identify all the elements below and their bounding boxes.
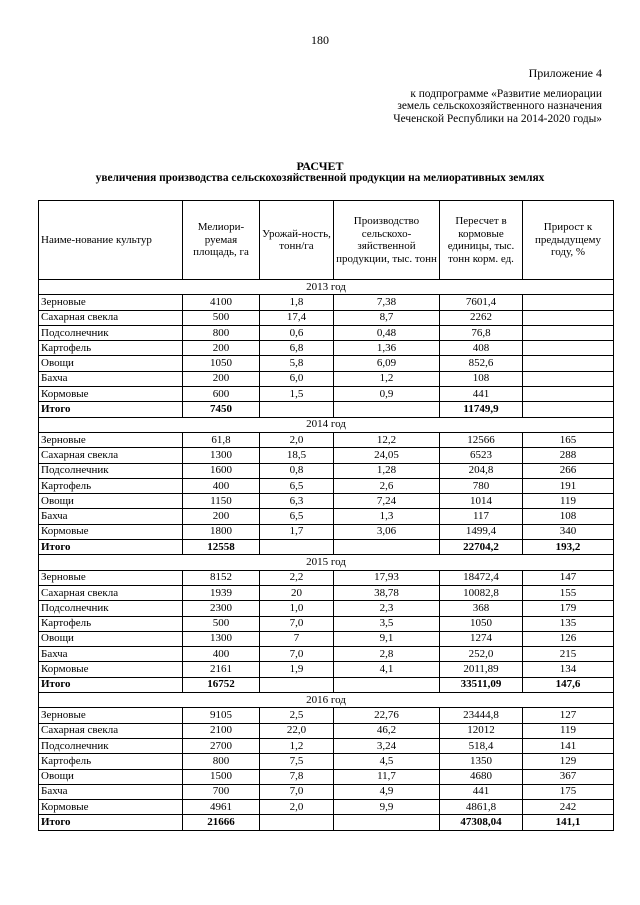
cell-production: 4,9 [334, 784, 440, 799]
total-cell-crop-name: Итого [39, 815, 183, 830]
table-row [39, 616, 614, 631]
table-row [39, 601, 614, 616]
cell-production: 11,7 [334, 769, 440, 784]
total-row [39, 402, 614, 417]
cell-growth: 119 [523, 723, 614, 738]
cell-growth: 135 [523, 616, 614, 631]
total-cell-production [334, 540, 440, 555]
cell-feed-units: 441 [440, 387, 523, 402]
table-row [39, 723, 614, 738]
cell-growth [523, 325, 614, 340]
cell-crop-name: Овощи [39, 631, 183, 646]
cell-crop-name: Овощи [39, 356, 183, 371]
total-cell-growth [523, 402, 614, 417]
cell-production: 2,8 [334, 647, 440, 662]
cell-yield: 1,8 [260, 295, 334, 310]
cell-feed-units: 12012 [440, 723, 523, 738]
cell-yield: 7,5 [260, 754, 334, 769]
cell-feed-units: 4680 [440, 769, 523, 784]
cell-yield: 20 [260, 585, 334, 600]
cell-growth [523, 341, 614, 356]
cell-yield: 1,9 [260, 662, 334, 677]
cell-growth: 155 [523, 585, 614, 600]
total-cell-growth: 193,2 [523, 540, 614, 555]
cell-feed-units: 518,4 [440, 738, 523, 753]
total-cell-area: 7450 [183, 402, 260, 417]
table-row [39, 463, 614, 478]
cell-production: 1,36 [334, 341, 440, 356]
cell-crop-name: Кормовые [39, 524, 183, 539]
calculation-subtitle: увеличения производства сельскохозяйственной продукции на мелиоративных землях [95, 172, 545, 184]
cell-yield: 6,5 [260, 478, 334, 493]
cell-growth: 288 [523, 448, 614, 463]
total-cell-area: 21666 [183, 815, 260, 830]
cell-yield: 2,0 [260, 800, 334, 815]
cell-production: 3,06 [334, 524, 440, 539]
cell-crop-name: Бахча [39, 371, 183, 386]
cell-growth: 127 [523, 708, 614, 723]
cell-crop-name: Кормовые [39, 800, 183, 815]
year-label: 2016 год [39, 693, 614, 708]
total-cell-feed-units: 33511,09 [440, 677, 523, 692]
cell-yield: 7 [260, 631, 334, 646]
cell-area: 500 [183, 616, 260, 631]
cell-crop-name: Бахча [39, 509, 183, 524]
cell-area: 800 [183, 325, 260, 340]
header-crop-name: Наиме-нование культур [39, 201, 183, 280]
subprogram-line: Чеченской Республики на 2014-2020 годы» [393, 112, 602, 125]
cell-growth [523, 295, 614, 310]
cell-area: 2161 [183, 662, 260, 677]
table-row [39, 662, 614, 677]
cell-area: 1500 [183, 769, 260, 784]
total-cell-area: 16752 [183, 677, 260, 692]
cell-yield: 2,2 [260, 570, 334, 585]
cell-feed-units: 7601,4 [440, 295, 523, 310]
cell-feed-units: 2011,89 [440, 662, 523, 677]
cell-area: 1300 [183, 631, 260, 646]
table-row [39, 769, 614, 784]
year-label: 2013 год [39, 280, 614, 295]
cell-feed-units: 1014 [440, 494, 523, 509]
table-row [39, 371, 614, 386]
cell-area: 1800 [183, 524, 260, 539]
cell-area: 200 [183, 509, 260, 524]
cell-crop-name: Сахарная свекла [39, 723, 183, 738]
cell-crop-name: Кормовые [39, 387, 183, 402]
cell-production: 8,7 [334, 310, 440, 325]
cell-yield: 22,0 [260, 723, 334, 738]
cell-crop-name: Зерновые [39, 295, 183, 310]
header-production: Производство сельскохо-зяйственной продукции, тыс. тонн [334, 201, 440, 280]
cell-yield: 1,7 [260, 524, 334, 539]
cell-production: 9,9 [334, 800, 440, 815]
total-cell-yield [260, 677, 334, 692]
cell-growth [523, 310, 614, 325]
table-row [39, 432, 614, 447]
cell-crop-name: Сахарная свекла [39, 585, 183, 600]
cell-crop-name: Зерновые [39, 570, 183, 585]
cell-production: 3,24 [334, 738, 440, 753]
total-row [39, 677, 614, 692]
cell-growth: 108 [523, 509, 614, 524]
cell-yield: 18,5 [260, 448, 334, 463]
cell-feed-units: 12566 [440, 432, 523, 447]
cell-area: 8152 [183, 570, 260, 585]
header-growth: Прирост к предыдущему году, % [523, 201, 614, 280]
cell-production: 3,5 [334, 616, 440, 631]
cell-area: 2100 [183, 723, 260, 738]
cell-crop-name: Овощи [39, 494, 183, 509]
year-row [39, 280, 614, 295]
cell-production: 17,93 [334, 570, 440, 585]
total-row [39, 540, 614, 555]
cell-crop-name: Сахарная свекла [39, 310, 183, 325]
cell-area: 600 [183, 387, 260, 402]
cell-area: 61,8 [183, 432, 260, 447]
cell-crop-name: Бахча [39, 784, 183, 799]
cell-feed-units: 1050 [440, 616, 523, 631]
cell-area: 200 [183, 371, 260, 386]
cell-feed-units: 780 [440, 478, 523, 493]
table-row [39, 494, 614, 509]
page-number: 180 [311, 33, 329, 47]
cell-production: 24,05 [334, 448, 440, 463]
cell-yield: 6,0 [260, 371, 334, 386]
cell-feed-units: 108 [440, 371, 523, 386]
cell-area: 1050 [183, 356, 260, 371]
table-row [39, 310, 614, 325]
table-row [39, 738, 614, 753]
subprogram-line: к подпрограмме «Развитие мелиорации [410, 88, 602, 100]
table-row [39, 356, 614, 371]
cell-production: 1,2 [334, 371, 440, 386]
cell-production: 4,1 [334, 662, 440, 677]
cell-growth: 179 [523, 601, 614, 616]
cell-production: 1,3 [334, 509, 440, 524]
table-row [39, 341, 614, 356]
cell-growth: 141 [523, 738, 614, 753]
cell-production: 46,2 [334, 723, 440, 738]
total-cell-area: 12558 [183, 540, 260, 555]
year-label: 2014 год [39, 417, 614, 432]
cell-growth: 134 [523, 662, 614, 677]
cell-growth: 367 [523, 769, 614, 784]
table-row [39, 754, 614, 769]
cell-growth [523, 387, 614, 402]
cell-crop-name: Кормовые [39, 662, 183, 677]
cell-yield: 1,0 [260, 601, 334, 616]
cell-growth: 165 [523, 432, 614, 447]
cell-growth [523, 356, 614, 371]
cell-feed-units: 408 [440, 341, 523, 356]
table-row [39, 631, 614, 646]
cell-growth: 215 [523, 647, 614, 662]
year-row [39, 693, 614, 708]
cell-crop-name: Зерновые [39, 708, 183, 723]
cell-feed-units: 852,6 [440, 356, 523, 371]
total-cell-production [334, 402, 440, 417]
cell-feed-units: 1274 [440, 631, 523, 646]
table-row [39, 325, 614, 340]
total-cell-crop-name: Итого [39, 677, 183, 692]
cell-crop-name: Картофель [39, 478, 183, 493]
cell-feed-units: 368 [440, 601, 523, 616]
cell-yield: 2,5 [260, 708, 334, 723]
cell-area: 1600 [183, 463, 260, 478]
cell-production: 4,5 [334, 754, 440, 769]
cell-yield: 2,0 [260, 432, 334, 447]
cell-growth: 242 [523, 800, 614, 815]
cell-crop-name: Подсолнечник [39, 738, 183, 753]
cell-crop-name: Картофель [39, 754, 183, 769]
subprogram-reference [393, 88, 602, 125]
cell-production: 2,6 [334, 478, 440, 493]
cell-growth: 191 [523, 478, 614, 493]
appendix-label: Приложение 4 [528, 66, 602, 80]
total-cell-production [334, 677, 440, 692]
cell-crop-name: Картофель [39, 616, 183, 631]
cell-yield: 6,5 [260, 509, 334, 524]
table-row [39, 295, 614, 310]
cell-production: 7,24 [334, 494, 440, 509]
table-body [39, 280, 614, 831]
cell-area: 500 [183, 310, 260, 325]
cell-growth: 175 [523, 784, 614, 799]
table-row [39, 708, 614, 723]
cell-area: 200 [183, 341, 260, 356]
table-row [39, 570, 614, 585]
cell-area: 9105 [183, 708, 260, 723]
table-row [39, 585, 614, 600]
cell-growth: 147 [523, 570, 614, 585]
cell-production: 0,48 [334, 325, 440, 340]
cell-crop-name: Зерновые [39, 432, 183, 447]
cell-area: 1939 [183, 585, 260, 600]
cell-crop-name: Подсолнечник [39, 325, 183, 340]
header-area: Мелиори-руемая площадь, га [183, 201, 260, 280]
cell-area: 700 [183, 784, 260, 799]
cell-production: 22,76 [334, 708, 440, 723]
cell-feed-units: 2262 [440, 310, 523, 325]
cell-feed-units: 10082,8 [440, 585, 523, 600]
cell-crop-name: Сахарная свекла [39, 448, 183, 463]
cell-feed-units: 1350 [440, 754, 523, 769]
table-row [39, 784, 614, 799]
table-row [39, 647, 614, 662]
cell-production: 6,09 [334, 356, 440, 371]
cell-area: 4100 [183, 295, 260, 310]
cell-production: 9,1 [334, 631, 440, 646]
total-cell-feed-units: 47308,04 [440, 815, 523, 830]
cell-area: 4961 [183, 800, 260, 815]
year-row [39, 417, 614, 432]
cell-yield: 1,5 [260, 387, 334, 402]
total-cell-production [334, 815, 440, 830]
total-cell-crop-name: Итого [39, 402, 183, 417]
total-cell-feed-units: 11749,9 [440, 402, 523, 417]
cell-feed-units: 18472,4 [440, 570, 523, 585]
cell-feed-units: 117 [440, 509, 523, 524]
cell-production: 2,3 [334, 601, 440, 616]
cell-production: 1,28 [334, 463, 440, 478]
cell-growth: 340 [523, 524, 614, 539]
header-feed-units: Пересчет в кормовые единицы, тыс. тонн корм. ед. [440, 201, 523, 280]
cell-feed-units: 1499,4 [440, 524, 523, 539]
header-yield: Урожай-ность, тонн/га [260, 201, 334, 280]
year-label: 2015 год [39, 555, 614, 570]
cell-feed-units: 441 [440, 784, 523, 799]
cell-production: 7,38 [334, 295, 440, 310]
cell-yield: 6,8 [260, 341, 334, 356]
cell-crop-name: Подсолнечник [39, 463, 183, 478]
cell-growth: 119 [523, 494, 614, 509]
cell-growth: 266 [523, 463, 614, 478]
cell-feed-units: 204,8 [440, 463, 523, 478]
cell-crop-name: Картофель [39, 341, 183, 356]
table-row [39, 387, 614, 402]
cell-yield: 1,2 [260, 738, 334, 753]
cell-area: 1150 [183, 494, 260, 509]
cell-crop-name: Подсолнечник [39, 601, 183, 616]
cell-yield: 0,6 [260, 325, 334, 340]
cell-area: 400 [183, 647, 260, 662]
cell-yield: 7,0 [260, 616, 334, 631]
total-cell-yield [260, 402, 334, 417]
cell-feed-units: 4861,8 [440, 800, 523, 815]
cell-yield: 7,0 [260, 784, 334, 799]
cell-area: 800 [183, 754, 260, 769]
cell-feed-units: 76,8 [440, 325, 523, 340]
cell-yield: 17,4 [260, 310, 334, 325]
total-cell-yield [260, 540, 334, 555]
cell-area: 2300 [183, 601, 260, 616]
total-cell-crop-name: Итого [39, 540, 183, 555]
table-row [39, 524, 614, 539]
table-header-row [39, 201, 614, 280]
table-row [39, 478, 614, 493]
cell-area: 400 [183, 478, 260, 493]
total-cell-feed-units: 22704,2 [440, 540, 523, 555]
cell-production: 12,2 [334, 432, 440, 447]
cell-production: 38,78 [334, 585, 440, 600]
total-cell-growth: 147,6 [523, 677, 614, 692]
table-row [39, 448, 614, 463]
cell-yield: 7,0 [260, 647, 334, 662]
cell-yield: 7,8 [260, 769, 334, 784]
total-cell-yield [260, 815, 334, 830]
cell-production: 0,9 [334, 387, 440, 402]
cell-crop-name: Овощи [39, 769, 183, 784]
subprogram-line: земель сельскохозяйственного назначения [397, 100, 602, 113]
calculation-title: РАСЧЕТ [296, 159, 344, 173]
cell-growth: 129 [523, 754, 614, 769]
table-row [39, 800, 614, 815]
cell-yield: 0,8 [260, 463, 334, 478]
cell-yield: 5,8 [260, 356, 334, 371]
cell-feed-units: 252,0 [440, 647, 523, 662]
year-row [39, 555, 614, 570]
cell-crop-name: Бахча [39, 647, 183, 662]
table-row [39, 509, 614, 524]
cell-growth: 126 [523, 631, 614, 646]
cell-feed-units: 6523 [440, 448, 523, 463]
cell-growth [523, 371, 614, 386]
total-cell-growth: 141,1 [523, 815, 614, 830]
cell-feed-units: 23444,8 [440, 708, 523, 723]
production-table [38, 200, 614, 831]
cell-area: 2700 [183, 738, 260, 753]
total-row [39, 815, 614, 830]
cell-area: 1300 [183, 448, 260, 463]
cell-yield: 6,3 [260, 494, 334, 509]
